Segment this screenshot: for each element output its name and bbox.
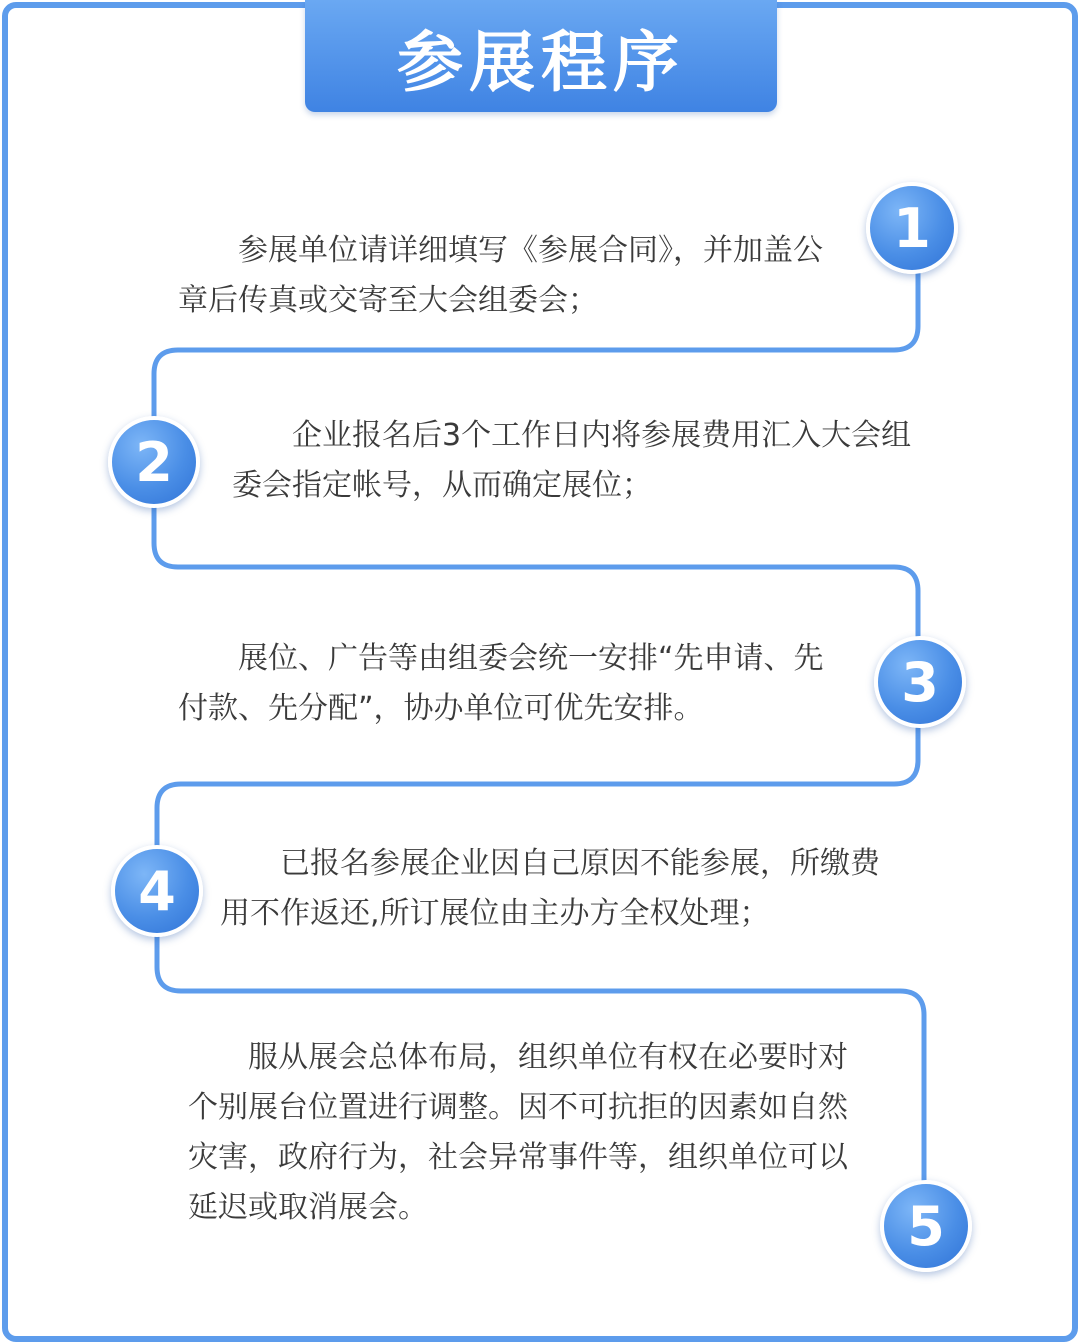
step-2-badge: 2 [108, 416, 200, 508]
step-1-text: 参展单位请详细填写《参展合同》，并加盖公章后传真或交寄至大会组委会； [178, 233, 823, 318]
page-title: 参展程序 [397, 23, 685, 101]
step-3-badge: 3 [874, 636, 966, 728]
step-4-badge: 4 [111, 845, 203, 937]
step-5-badge: 5 [880, 1180, 972, 1272]
step-1-badge: 1 [866, 182, 958, 274]
step-4-text: 已报名参展企业因自己原因不能参展，所缴费用不作返还,所订展位由主办方全权处理； [220, 846, 880, 931]
step-3-text: 展位、广告等由组委会统一安排“先申请、先付款、先分配”，协办单位可优先安排。 [178, 641, 824, 726]
step-2-text: 企业报名后3个工作日内将参展费用汇入大会组委会指定帐号，从而确定展位； [232, 418, 912, 503]
step-5-text: 服从展会总体布局，组织单位有权在必要时对个别展台位置进行调整。因不可抗拒的因素如自然灾害，政府行为，社会异常事件等，组织单位可以延迟或取消展会。 [188, 1040, 848, 1225]
